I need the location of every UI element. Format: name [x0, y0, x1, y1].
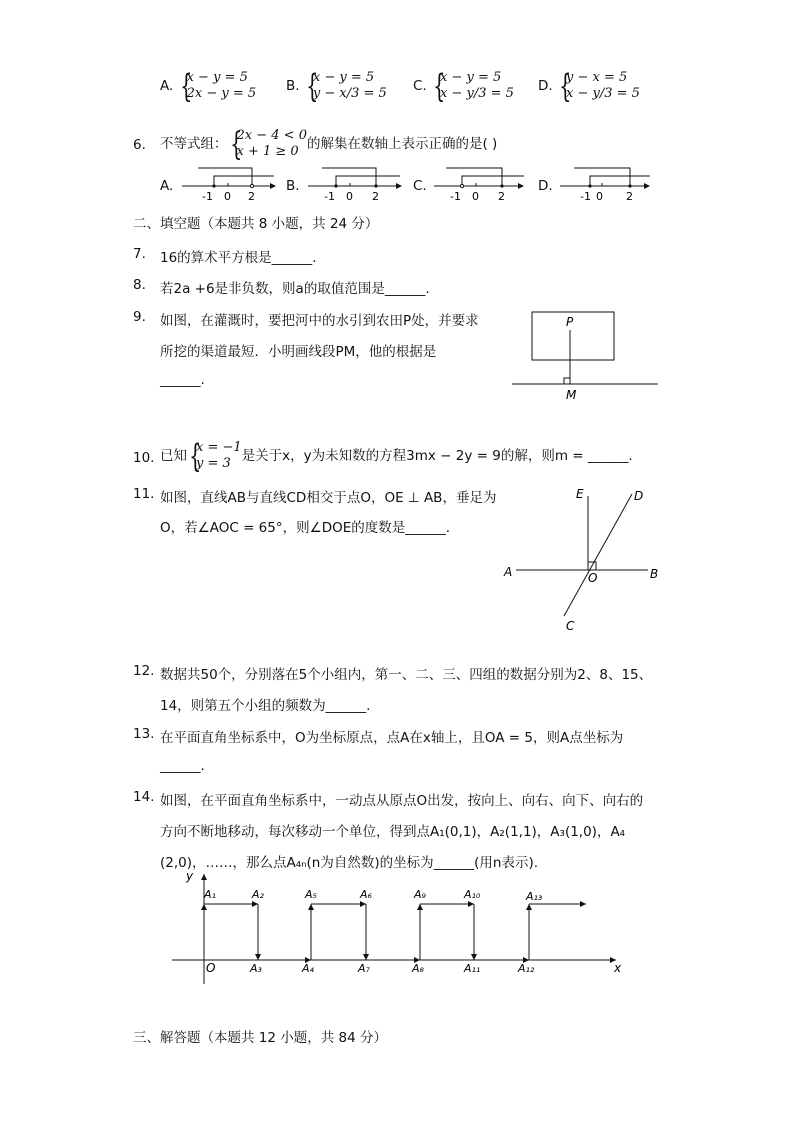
q6-option-b-label: B.	[286, 178, 300, 194]
q9-number: 9.	[133, 309, 146, 325]
svg-text:-1: -1	[580, 190, 591, 203]
q6-option-b-numberline	[304, 162, 404, 204]
q13-line1: 在平面直角坐标系中，O为坐标原点，点A在x轴上，且OA = 5，则A点坐标为	[160, 730, 624, 746]
svg-text:A₁₂: A₁₂	[518, 962, 535, 975]
q8-text: 若2a +6是非负数，则a的取值范围是______.	[160, 281, 430, 297]
q14-number: 14.	[133, 789, 155, 805]
svg-text:E: E	[576, 487, 584, 501]
equation-system: { x − y = 5 2x − y = 5	[178, 70, 257, 102]
q9-line2: 所挖的渠道最短．小明画线段PM，他的根据是	[160, 344, 437, 360]
q11-figure	[500, 484, 670, 634]
svg-text:A₁: A₁	[204, 888, 216, 901]
svg-text:D: D	[634, 489, 644, 503]
equation-system: { x − y = 5 y − x/3 = 5	[304, 70, 387, 102]
svg-text:B: B	[650, 567, 659, 581]
equation-system: { x − y = 5 x − y/3 = 5	[431, 70, 514, 102]
q12-number: 12.	[133, 663, 155, 679]
q5-option-c: C. { x − y = 5 x − y/3 = 5	[413, 70, 514, 102]
q11-number: 11.	[133, 486, 155, 502]
q6-option-a-numberline	[178, 162, 278, 204]
q9-figure	[508, 306, 664, 406]
inequality-system: { 2x − 4 < 0 x + 1 ≥ 0	[228, 128, 307, 160]
q12-line2: 14，则第五个小组的频数为______.	[160, 698, 371, 714]
q6-option-c-label: C.	[413, 178, 427, 194]
q11-line1: 如图，直线AB与直线CD相交于点O，OE ⊥ AB，垂足为	[160, 490, 497, 506]
svg-text:A: A	[504, 565, 513, 579]
svg-text:y: y	[186, 869, 194, 883]
q6-text: 不等式组： { 2x − 4 < 0 x + 1 ≥ 0 的解集在数轴上表示正确的是( )	[160, 128, 497, 160]
q9-line3: ______.	[160, 372, 205, 388]
q6-option-c-numberline	[430, 162, 530, 204]
svg-text:A₆: A₆	[360, 888, 372, 901]
q10-text: 已知 { x = −1 y = 3 是关于x，y为未知数的方程3mx − 2y = 9的解，则m = ______.	[160, 440, 633, 472]
svg-text:-1: -1	[202, 190, 213, 203]
q6-option-a-label: A.	[160, 178, 174, 194]
section-2-heading: 二、填空题（本题共 8 小题，共 24 分）	[133, 216, 379, 232]
svg-text:-1: -1	[324, 190, 335, 203]
svg-text:0: 0	[472, 190, 479, 203]
q9-line1: 如图，在灌溉时，要把河中的水引到农田P处，并要求	[160, 313, 479, 329]
svg-text:A₂: A₂	[252, 888, 264, 901]
q13-line2: ______.	[160, 758, 205, 774]
q14-line2: 方向不断地移动，每次移动一个单位，得到点A₁(0,1)，A₂(1,1)，A₃(1,0)，A₄	[160, 824, 626, 840]
q5-option-a: A. { x − y = 5 2x − y = 5	[160, 70, 256, 102]
q11-line2: O，若∠AOC = 65°，则∠DOE的度数是______.	[160, 520, 451, 536]
svg-text:2: 2	[248, 190, 255, 203]
svg-text:-1: -1	[450, 190, 461, 203]
svg-text:2: 2	[626, 190, 633, 203]
svg-text:O: O	[588, 571, 598, 585]
svg-text:A₇: A₇	[358, 962, 370, 975]
svg-text:P: P	[566, 315, 574, 329]
q7-number: 7.	[133, 246, 146, 262]
section-3-heading: 三、解答题（本题共 12 小题，共 84 分）	[133, 1030, 388, 1046]
q6-option-d-label: D.	[538, 178, 553, 194]
q5-option-d: D. { y − x = 5 x − y/3 = 5	[538, 70, 640, 102]
q7-text: 16的算术平方根是______.	[160, 250, 317, 266]
svg-text:A₅: A₅	[305, 888, 317, 901]
svg-text:A₁₃: A₁₃	[526, 890, 543, 903]
q6-number: 6.	[133, 137, 146, 153]
svg-text:2: 2	[372, 190, 379, 203]
svg-text:C: C	[566, 619, 575, 633]
svg-text:A₈: A₈	[412, 962, 424, 975]
svg-text:0: 0	[596, 190, 603, 203]
q5-option-b: B. { x − y = 5 y − x/3 = 5	[286, 70, 387, 102]
q10-number: 10.	[133, 450, 155, 466]
q14-figure	[168, 866, 628, 990]
svg-text:0: 0	[224, 190, 231, 203]
q14-line3: (2,0)，……，那么点A₄ₙ(n为自然数)的坐标为______(用n表示).	[160, 855, 538, 871]
q13-number: 13.	[133, 726, 155, 742]
svg-text:x: x	[614, 961, 622, 975]
q8-number: 8.	[133, 277, 146, 293]
solution-system: { x = −1 y = 3	[187, 440, 242, 472]
q12-line1: 数据共50个，分别落在5个小组内，第一、二、三、四组的数据分别为2、8、15、	[160, 667, 653, 683]
svg-text:2: 2	[498, 190, 505, 203]
svg-text:0: 0	[346, 190, 353, 203]
equation-system: { y − x = 5 x − y/3 = 5	[557, 70, 640, 102]
svg-text:A₁₁: A₁₁	[464, 962, 481, 975]
svg-text:A₃: A₃	[250, 962, 262, 975]
svg-text:A₁₀: A₁₀	[464, 888, 481, 901]
q6-option-d-numberline	[556, 162, 656, 204]
svg-text:A₄: A₄	[302, 962, 314, 975]
svg-text:A₉: A₉	[414, 888, 426, 901]
svg-text:M: M	[566, 388, 577, 402]
q14-line1: 如图，在平面直角坐标系中，一动点从原点O出发，按向上、向右、向下、向右的	[160, 793, 644, 809]
svg-text:O: O	[206, 961, 216, 975]
